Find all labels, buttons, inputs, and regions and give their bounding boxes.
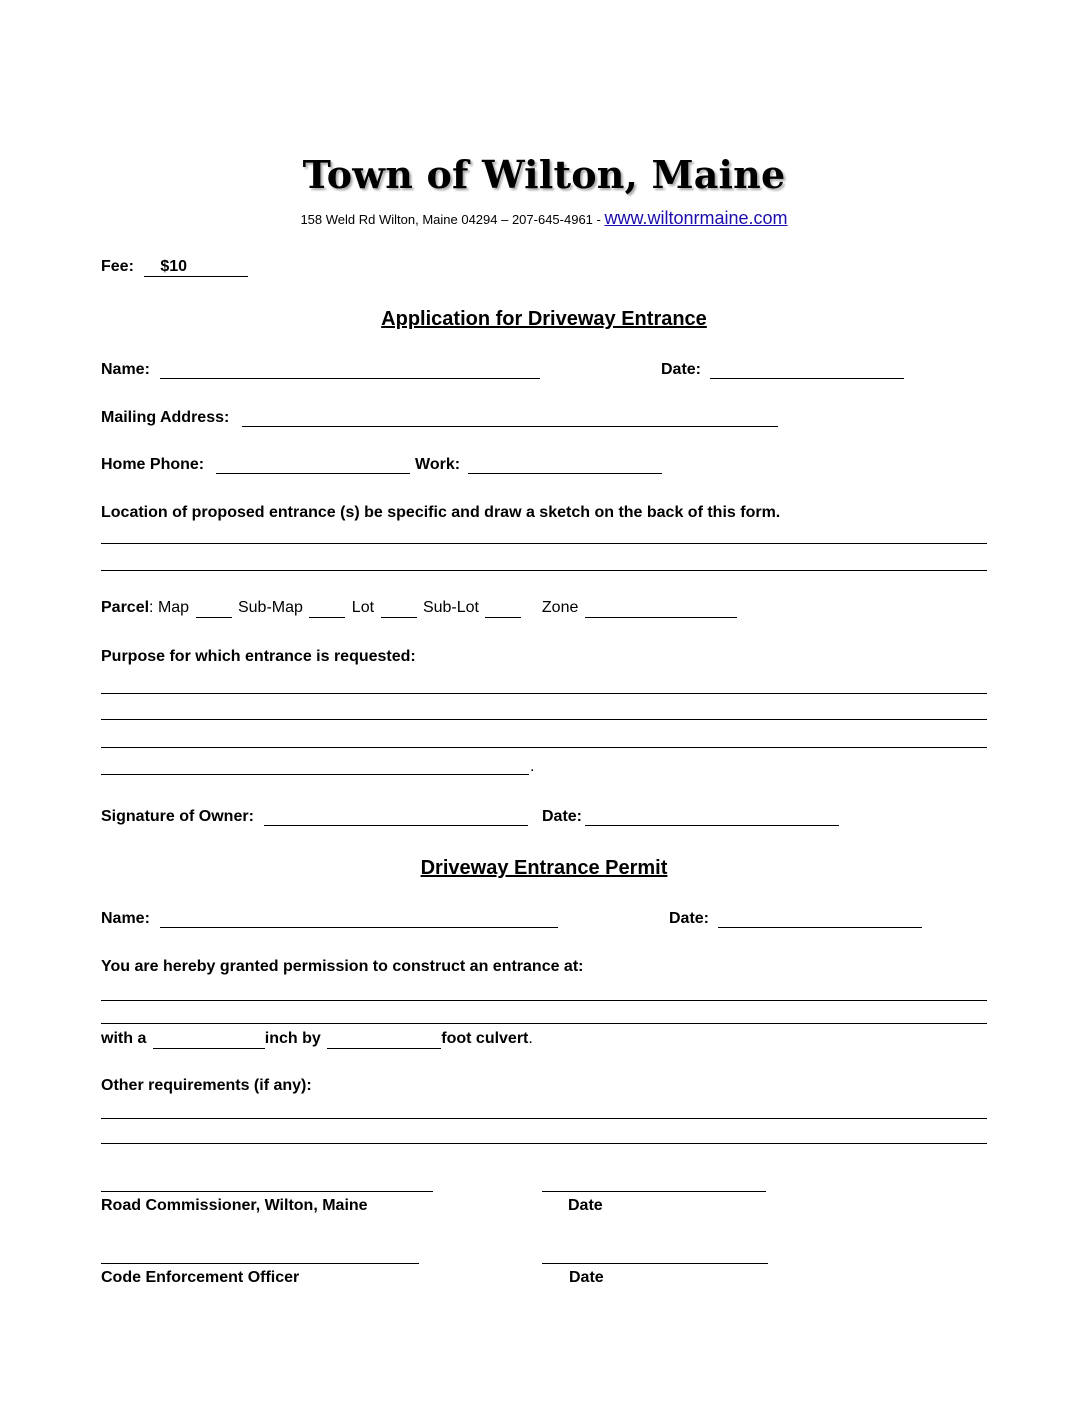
lot-field[interactable] (381, 599, 417, 618)
other-requirements-line-1[interactable] (101, 1118, 987, 1119)
inch-by-label: inch by (264, 1030, 321, 1047)
purpose-label: Purpose for which entrance is requested: (101, 648, 416, 665)
location-field-line-2[interactable] (101, 570, 987, 571)
owner-signature-field[interactable] (264, 825, 528, 826)
mailing-address-label: Mailing Address: (101, 409, 230, 426)
fee-value: $10 (144, 258, 248, 277)
code-enforcement-signature-field[interactable] (101, 1263, 419, 1264)
code-enforcement-label: Code Enforcement Officer (101, 1269, 300, 1286)
work-phone-field[interactable] (468, 473, 662, 474)
road-commissioner-date-field[interactable] (542, 1191, 766, 1192)
purpose-field-line-4[interactable] (101, 774, 529, 775)
other-requirements-label: Other requirements (if any): (101, 1077, 312, 1094)
with-a-label: with a (101, 1030, 147, 1047)
fee-row (101, 258, 248, 277)
permit-date-field[interactable] (718, 927, 922, 928)
home-phone-field[interactable] (216, 473, 410, 474)
work-phone-label: Work: (415, 456, 461, 473)
permit-date-label: Date: (669, 910, 710, 927)
granted-label: You are hereby granted permission to construct an entrance at: (101, 958, 584, 975)
map-field[interactable] (196, 599, 232, 618)
application-date-label: Date: (661, 361, 702, 378)
location-field-line-1[interactable] (101, 543, 987, 544)
town-address-line (0, 208, 1088, 229)
road-commissioner-signature-field[interactable] (101, 1191, 433, 1192)
road-commissioner-label: Road Commissioner, Wilton, Maine (101, 1197, 368, 1214)
website-link[interactable]: www.wiltonrmaine.com (604, 208, 788, 228)
mailing-address-field[interactable] (242, 426, 778, 427)
granted-field-line-1[interactable] (101, 1000, 987, 1001)
code-enforcement-date-field[interactable] (542, 1263, 768, 1264)
fee-label: Fee: (101, 258, 134, 275)
purpose-field-line-3[interactable] (101, 747, 987, 748)
foot-culvert-label: foot culvert (441, 1030, 529, 1047)
sublot-field[interactable] (485, 599, 521, 618)
purpose-period: . (530, 758, 535, 775)
culvert-foot-field[interactable] (327, 1030, 441, 1049)
signature-date-label: Date: (542, 808, 583, 825)
location-label: Location of proposed entrance (s) be specific and draw a sketch on the back of this form. (101, 504, 781, 521)
submap-label: Sub-Map (237, 599, 303, 616)
town-address: 158 Weld Rd Wilton, Maine 04294 – 207-645-4961 - (300, 212, 601, 227)
lot-label: Lot (351, 599, 375, 616)
permit-name-label: Name: (101, 910, 150, 927)
other-requirements-line-2[interactable] (101, 1143, 987, 1144)
application-date-field[interactable] (710, 378, 904, 379)
road-commissioner-date-label: Date (568, 1197, 603, 1214)
signature-date-field[interactable] (585, 825, 839, 826)
application-heading: Application for Driveway Entrance (381, 308, 707, 330)
culvert-row: with a inch by foot culvert. (101, 1030, 533, 1047)
parcel-label: Parcel (101, 599, 150, 616)
submap-field[interactable] (309, 599, 345, 618)
map-label: : Map (149, 599, 190, 616)
owner-signature-label: Signature of Owner: (101, 808, 254, 825)
applicant-name-field[interactable] (160, 378, 540, 379)
granted-field-line-2[interactable] (101, 1023, 987, 1024)
code-enforcement-date-label: Date (569, 1269, 604, 1286)
town-title: Town of Wilton, Maine (302, 152, 786, 197)
permit-name-field[interactable] (160, 927, 558, 928)
home-phone-label: Home Phone: (101, 456, 205, 473)
purpose-field-line-1[interactable] (101, 693, 987, 694)
zone-field[interactable] (585, 599, 737, 618)
purpose-field-line-2[interactable] (101, 719, 987, 720)
culvert-inch-field[interactable] (153, 1030, 265, 1049)
applicant-name-label: Name: (101, 361, 150, 378)
parcel-row (101, 599, 737, 618)
sublot-label: Sub-Lot (422, 599, 479, 616)
permit-heading: Driveway Entrance Permit (420, 857, 668, 879)
zone-label: Zone (541, 599, 579, 616)
